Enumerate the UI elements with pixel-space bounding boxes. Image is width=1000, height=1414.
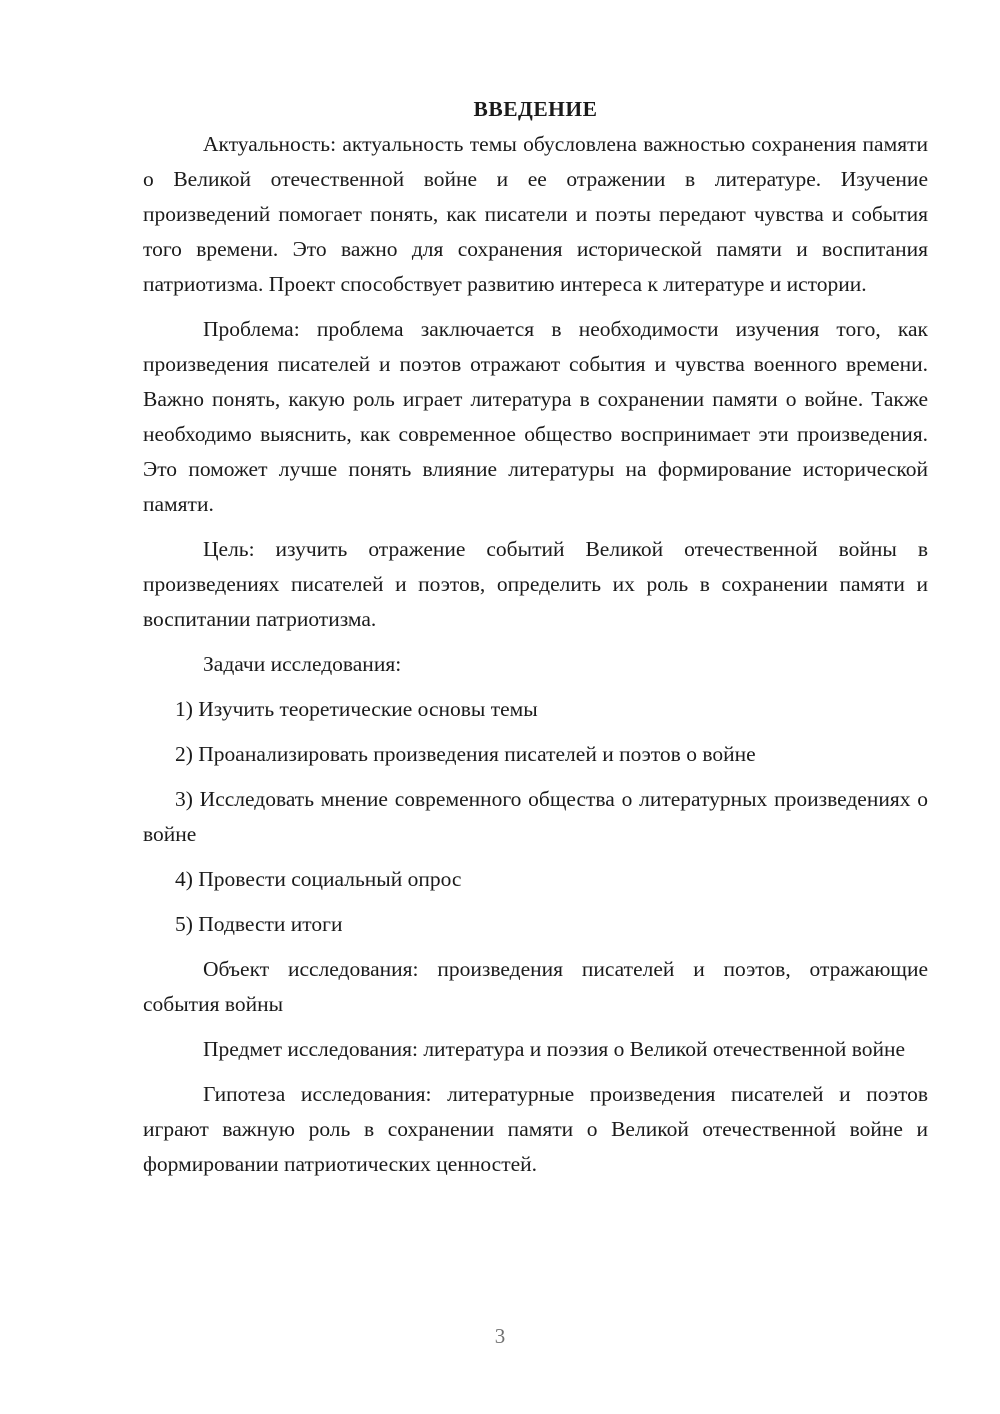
task-item: 5) Подвести итоги	[175, 912, 343, 936]
tasks-heading: Задачи исследования:	[203, 652, 402, 676]
section-title: ВВЕДЕНИЕ	[473, 97, 598, 121]
goal-paragraph: Цель: изучить отражение событий Великой отечественной войны в произведениях писателей и поэтов, определить их роль в сохранении памяти и воспитании патриотизма.	[143, 537, 928, 631]
task-item: 4) Провести социальный опрос	[175, 867, 462, 891]
subject-paragraph: Предмет исследования: литература и поэзия о Великой отечественной войне	[203, 1037, 906, 1061]
page-body	[143, 92, 928, 1182]
relevance-paragraph: Актуальность: актуальность темы обусловлена важностью сохранения памяти о Великой отечественной войне и ее отражении в литературе. Изучение произведений помогает понять, как писатели и поэты передают чувства и события того времени. Это важно для сохранения исторической памяти и воспитания патриотизма. Проект способствует развитию интереса к литературе и истории.	[143, 132, 928, 296]
page-number: 3	[494, 1324, 506, 1348]
task-item: 2) Проанализировать произведения писателей и поэтов о войне	[175, 742, 756, 766]
task-item: 1) Изучить теоретические основы темы	[175, 697, 538, 721]
problem-paragraph: Проблема: проблема заключается в необходимости изучения того, как произведения писателей и поэтов отражают события и чувства военного времени. Важно понять, какую роль играет литература в сохранении памяти о войне. Также необходимо выяснить, как современное общество воспринимает эти произведения. Это поможет лучше понять влияние литературы на формирование исторической памяти.	[143, 317, 928, 516]
hypothesis-paragraph: Гипотеза исследования: литературные произведения писателей и поэтов играют важную роль в сохранении памяти о Великой отечественной войне и формировании патриотических ценностей.	[143, 1082, 928, 1176]
tasks-list	[143, 692, 928, 942]
task-item: 3) Исследовать мнение современного общества о литературных произведениях о войне	[143, 787, 928, 846]
object-paragraph: Объект исследования: произведения писателей и поэтов, отражающие события войны	[143, 957, 928, 1016]
